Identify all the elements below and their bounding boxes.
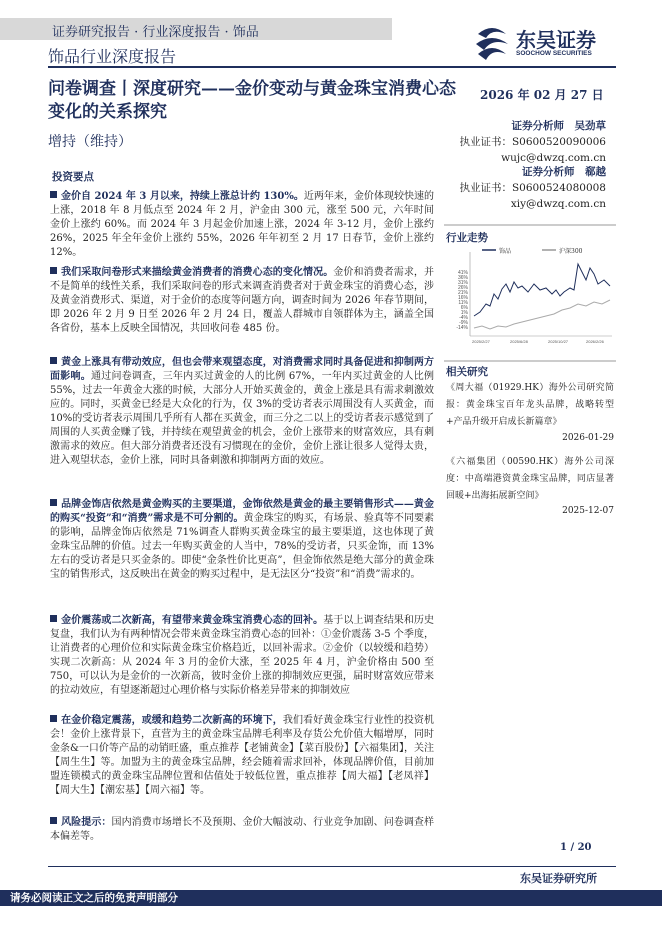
trend-title: 行业走势 xyxy=(446,232,488,244)
xtick: 2025/6/28 xyxy=(510,339,528,344)
related-item: 《周大福（01929.HK）海外公司研究简报：黄金珠宝百年龙头品牌，战略转型+产品升级开启成长新篇章》 xyxy=(446,383,614,427)
xtick: 2026/2/26 xyxy=(586,339,604,344)
divider xyxy=(444,224,616,226)
legend-2: 沪深300 xyxy=(559,248,583,255)
related-title: 相关研究 xyxy=(446,366,488,378)
ytick: 41% xyxy=(457,270,468,276)
point-3: 黄金上涨具有带动效应，但也会带来观望态度，对消费需求同时具备促进和抑制两方面影响。通过问卷调查，三年内买过黄金的人的比例 67%，一年内买过黄金的人比例 55%，过去一年黄金大涨的时候，大部分人开始买黄金的，黄金上涨是具有需求刺激效应的。同时，买黄金已经是大众化的行为，仅 3%的受访者表示周围没有人买黄金，而 10%的受访者表示周围几乎所有人都在买黄金，而三分之二以上的受访者表示感觉到了周围的人买黄金赚了钱，并持续在观望黄金的机会，金价上涨带来的财富效应，具有刺激需求的效应。但大部分消费者还没有习惯现在的金价，金价上涨让很多人觉得太贵，进入观望状态，金价上涨，同时具备刺激和抑制两方面的效应。 xyxy=(50,357,435,466)
related-date: 2025-12-07 xyxy=(562,506,614,516)
analyst-2: 证券分析师 郗越 执业证书：S0600524080008 xiy@dwzq.com.cn xyxy=(459,166,606,210)
legend-1: 饰品 xyxy=(499,248,512,255)
trend-chart xyxy=(444,244,616,352)
disclaimer: 请务必阅读正文之后的免责声明部分 xyxy=(10,892,178,904)
report-date: 2026 年 02 月 27 日 xyxy=(480,88,604,102)
footer-rule xyxy=(48,866,616,867)
ytick: 36% xyxy=(457,275,468,281)
ytick: -14% xyxy=(456,325,468,331)
header-rule xyxy=(48,66,616,68)
point-4: 品牌金饰店依然是黄金购买的主要渠道，金饰依然是黄金的最主要销售形式——黄金的购买“投资”和“消费”需求是不可分割的。黄金珠宝的购买，有场景、验真等不同要素的影响，品牌金饰店依然是 71%调查人群购买黄金珠宝的最主要渠道，这也体现了黄金珠宝品牌的价值。过去一年购买黄金的人当中，78%的受访者，只买金饰，而 13%左右的受访者是只买金条的。即使“金条性价比更高”，但金饰依然是绝大部分的黄金珠宝的销售形式，这反映出在黄金的购买过程中，是无法区分“投资”和“消费”需求的。 xyxy=(50,499,435,580)
ytick: 16% xyxy=(457,295,468,301)
xtick: 2025/2/27 xyxy=(472,339,490,344)
xtick: 2025/10/27 xyxy=(548,339,569,344)
breadcrumb: 证券研究报告 · 行业深度报告 · 饰品 xyxy=(52,25,259,40)
divider xyxy=(444,360,616,362)
point-5: 金价震荡或二次新高，有望带来黄金珠宝消费心态的回补。基于以上调查结果和历史复盘，我们认为有两种情况会带来黄金珠宝消费心态的回补：①金价震荡 3-5 个季度，让消费者的心理价位和实际黄金珠宝价格趋近，以回补需求。②金价（以较缓和趋势）实现二次新高：从 2024 年 3 月的金价大涨，至 2025 年 4 月，沪金价格由 500 至 750，可以认为是金价的一次新高，彼时金价上涨的抑制效应更强，届时财富效应带来的拉动效应，有望逐渐超过心理价格与实际价格差异带来的抑制效应 xyxy=(50,615,435,696)
report-title: 问卷调查丨深度研究——金价变动与黄金珠宝消费心态变化的关系探究 xyxy=(48,79,456,122)
ytick: 26% xyxy=(457,285,468,291)
rating: 增持（维持） xyxy=(48,134,132,150)
page-number: 1 / 20 xyxy=(560,842,592,853)
ytick: -4% xyxy=(459,315,468,321)
point-7: 风险提示：国内消费市场增长不及预期、金价大幅波动、行业竞争加剧、问卷调查样本偏差等。 xyxy=(50,817,435,842)
ytick: 31% xyxy=(457,280,468,286)
header-bar xyxy=(0,18,392,40)
logo xyxy=(470,22,620,66)
section-title: 投资要点 xyxy=(52,171,94,183)
point-2: 我们采取问卷形式来描绘黄金消费者的消费心态的变化情况。金价和消费者需求，并不是简单的线性关系，我们采取问卷的形式来调查消费者对于黄金珠宝的消费心态，涉及黄金消费形式、渠道，对于金价的态度等问题方向，调查时间为 2026 年春节期间，即 2026 年 2 月 9 日至 2026 年 2 月 24 日，覆盖人群城市自领群体为主，涵盖全国各省份，基本上反映全国情况，共回收问卷 485 份。 xyxy=(50,267,435,334)
logo-en: SOOCHOW SECURITIES xyxy=(516,50,592,57)
analyst-1: 证券分析师 吴劲草 执业证书：S0600520090006 wujc@dwzq.com.cn xyxy=(459,120,606,164)
ytick: 21% xyxy=(457,290,468,296)
footer-org: 东吴证券研究所 xyxy=(520,872,597,885)
ytick: 1% xyxy=(460,310,468,316)
ytick: 11% xyxy=(458,300,468,306)
logo-cn: 东吴证券 xyxy=(516,28,596,52)
point-1: 金价自 2024 年 3 月以来，持续上涨总计约 130%。近两年来，金价体现较快速的上涨，2018 年 8 月低点至 2024 年 2 月，沪金由 300 元，涨至 500 元，六年时间金价上涨约 60%。而 2024 年 3 月起金价加速上涨，2024 年 3-12 月，金价上涨约 26%，2025 年全年金价上涨约 55%，2026 年年初至 2 月 17 日春节，金价上涨约 12%。 xyxy=(50,191,435,258)
point-6: 在金价稳定震荡，或缓和趋势二次新高的环境下，我们看好黄金珠宝行业性的投资机会！金价上涨背景下，直营为主的黄金珠宝品牌毛利率及存货公允价值大幅增厚，同时金条&一口价等产品的动销旺盛，重点推荐【老铺黄金】【菜百股份】【六福集团】，关注【周生生】等。加盟为主的黄金珠宝品牌，经会随着需求回补，体现品牌价值，目前加盟连锁模式的黄金珠宝品牌位置和估值处于较低位置，重点推荐【周大福】【老凤祥】【周大生】【潮宏基】【周六福】等。 xyxy=(50,715,435,796)
related-date: 2026-01-29 xyxy=(562,433,614,443)
report-category: 饰品行业深度报告 xyxy=(48,47,177,66)
related-item: 《六福集团（00590.HK）海外公司深度：中高端港资黄金珠宝品牌，同店显著回暖+出海拓展新空间》 xyxy=(446,457,614,501)
logo-icon xyxy=(470,24,514,64)
ytick: -9% xyxy=(459,320,468,326)
disclaimer-bar xyxy=(0,890,662,906)
ytick: 6% xyxy=(460,305,468,311)
